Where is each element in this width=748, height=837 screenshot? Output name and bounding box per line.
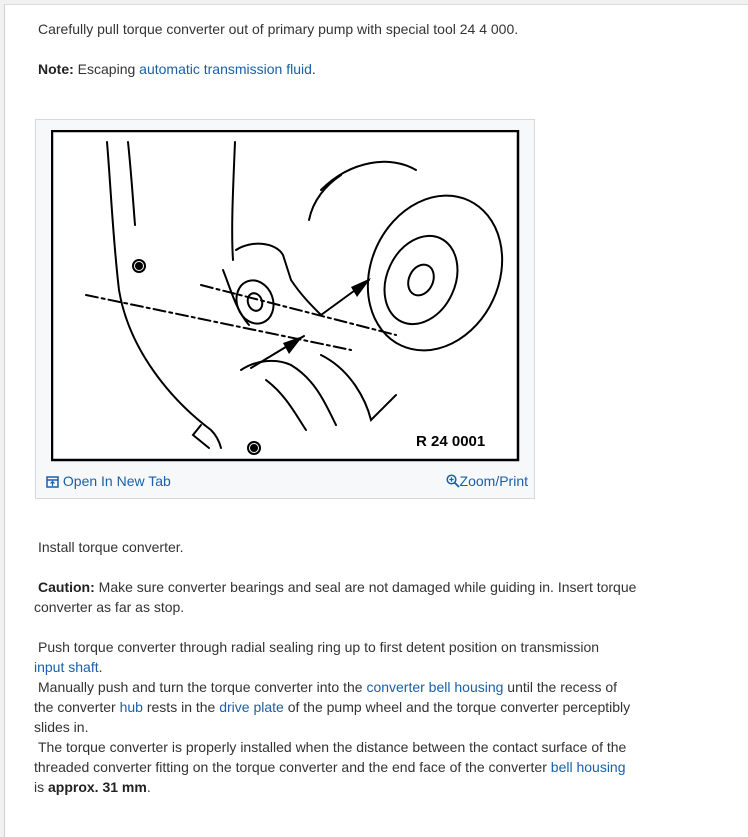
manual-step-end: slides in. <box>34 719 89 735</box>
note-label: Note: <box>38 61 74 77</box>
note-paragraph: Note: Escaping automatic transmission fluid. <box>38 61 316 77</box>
link-converter-bell-housing[interactable]: converter bell housing <box>366 679 504 695</box>
caution-paragraph: Caution: Make sure converter bearings and seal are not damaged while guiding in. Insert torque <box>38 579 637 595</box>
install-heading: Install torque converter. <box>38 539 184 555</box>
figure-label: R 24 0001 <box>416 433 486 450</box>
document-page <box>4 4 748 837</box>
zoom-icon <box>446 474 460 488</box>
link-automatic-transmission-fluid[interactable]: automatic transmission fluid <box>139 61 312 77</box>
caution-paragraph-cont: converter as far as stop. <box>34 599 185 615</box>
manual-step-cont: the converter hub rests in the drive plate of the pump wheel and the torque converter perceptibly <box>34 699 631 715</box>
figure-container <box>35 119 535 499</box>
link-input-shaft[interactable]: input shaft <box>34 659 99 675</box>
open-in-new-tab-icon <box>46 476 59 488</box>
push-step-cont: input shaft. <box>34 659 103 675</box>
proper-install-paragraph: The torque converter is properly installed when the distance between the contact surface of the <box>38 739 627 755</box>
link-hub[interactable]: hub <box>119 699 143 715</box>
push-step: Push torque converter through radial sealing ring up to first detent position on transmission <box>38 639 600 655</box>
manual-step: Manually push and turn the torque converter into the converter bell housing until the recess of <box>38 679 618 695</box>
figure-toolbar <box>36 466 534 498</box>
step-pull-converter: Carefully pull torque converter out of primary pump with special tool 24 4 000. <box>38 21 519 37</box>
zoom-print-button[interactable]: Zoom/Print <box>446 473 528 489</box>
distance-value: approx. 31 mm <box>48 779 147 795</box>
proper-install-end: is approx. 31 mm. <box>34 779 151 795</box>
proper-install-cont: threaded converter fitting on the torque converter and the end face of the converter bell housing <box>34 759 626 775</box>
link-bell-housing[interactable]: bell housing <box>550 759 626 775</box>
caution-label: Caution: <box>38 579 95 595</box>
link-drive-plate[interactable]: drive plate <box>219 699 284 715</box>
torque-converter-illustration[interactable] <box>51 130 521 464</box>
open-in-new-tab-button[interactable]: Open In New Tab <box>46 473 171 489</box>
